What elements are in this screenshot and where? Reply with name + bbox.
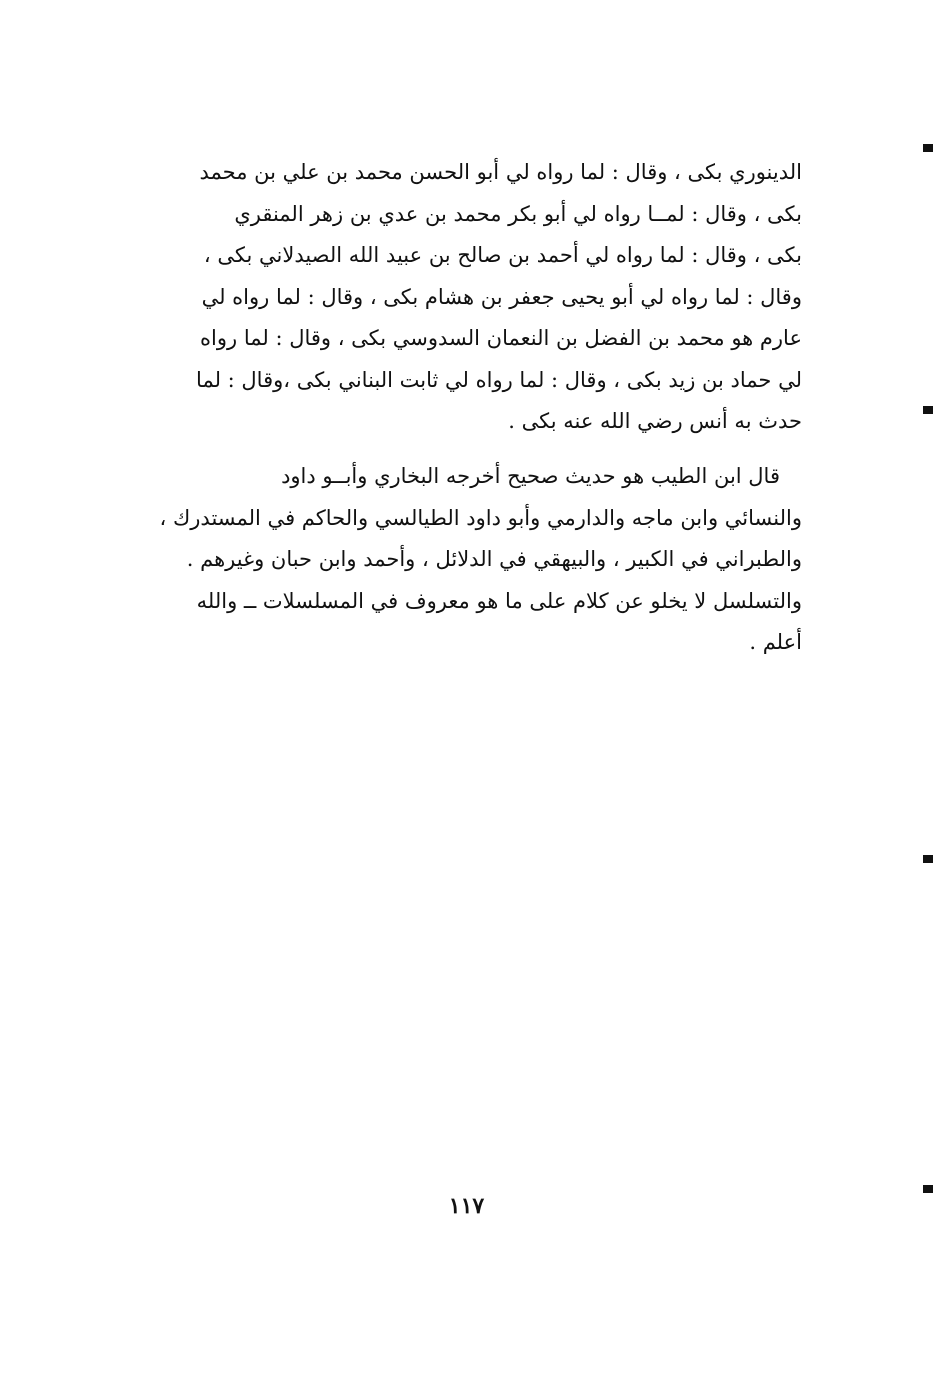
text-line: والطبراني في الكبير ، والبيهقي في الدلائل ، وأحمد وابن حبان وغيرهم . — [186, 547, 802, 571]
edge-mark — [923, 144, 933, 152]
text-line: بكى ، وقال : لما رواه لي أحمد بن صالح بن عبيد الله الصيدلاني بكى ، — [203, 243, 802, 267]
text-line: قال ابن الطيب هو حديث صحيح أخرجه البخاري وأبــو داود — [281, 464, 780, 488]
edge-mark — [923, 406, 933, 414]
paragraph-commentary — [150, 456, 802, 664]
text-line: الدينوري بكى ، وقال : لما رواه لي أبو الحسن محمد بن علي بن محمد — [199, 160, 802, 184]
text-line: والنسائي وابن ماجه والدارمي وأبو داود الطيالسي والحاكم في المستدرك ، — [159, 505, 802, 530]
edge-mark — [923, 1185, 933, 1193]
text-line: بكى ، وقال : لمــا رواه لي أبو بكر محمد بن عدي بن زهر المنقري — [234, 201, 802, 226]
text-line: عارم هو محمد بن الفضل بن النعمان السدوسي بكى ، وقال : لما رواه — [200, 326, 802, 350]
text-line: لي حماد بن زيد بكى ، وقال : لما رواه لي ثابت البناني بكى ،وقال : لما — [196, 367, 802, 392]
text-line: حدث به أنس رضي الله عنه بكى . — [508, 409, 802, 433]
page-number: ١١٧ — [448, 1193, 485, 1219]
edge-mark — [923, 855, 933, 863]
text-line: والتسلسل لا يخلو عن كلام على ما هو معروف في المسلسلات ــ والله — [196, 588, 802, 613]
text-line: أعلم . — [749, 630, 802, 654]
paragraph-narration-chain — [150, 152, 802, 443]
text-line: وقال : لما رواه لي أبو يحيى جعفر بن هشام بكى ، وقال : لما رواه لي — [201, 284, 802, 309]
